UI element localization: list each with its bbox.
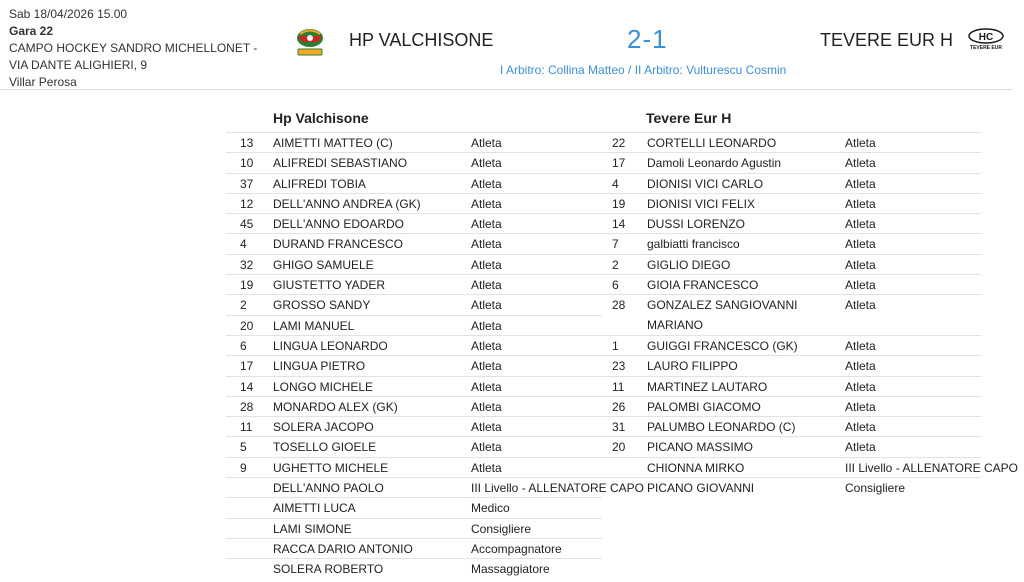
player-number: 22 [612,136,626,150]
player-name: DUSSI LORENZO [647,217,746,232]
player-name: GIGLIO DIEGO [647,257,731,272]
player-role: Consigliere [845,481,906,496]
player-number: 2 [240,298,247,313]
player-role: Atleta [845,278,876,293]
player-role: Atleta [845,257,876,272]
roster-row [226,416,602,436]
player-role: Atleta [471,217,502,232]
referees-info: I Arbitro: Collina Matteo / II Arbitro: Vulturescu Cosmin [500,63,787,77]
player-number: 11 [240,420,253,435]
player-name: RACCA DARIO ANTONIO [273,541,413,556]
player-name: LAURO FILIPPO [647,359,738,374]
player-number: 6 [612,278,619,293]
away-logo-subtext: TEVERE EUR [970,45,1002,50]
roster-row [226,335,602,355]
player-name: LAMI SIMONE [273,521,352,536]
player-number: 9 [240,460,247,475]
player-number: 26 [612,399,626,414]
home-team-logo [293,25,327,57]
player-role: Atleta [471,420,502,435]
player-number: 6 [240,338,247,353]
roster-row [226,294,602,314]
player-role: Atleta [471,440,502,455]
player-number: 14 [612,217,626,232]
player-name: SOLERA JACOPO [273,420,374,435]
roster-row [600,132,981,152]
roster-row [226,396,602,416]
roster-row [226,315,602,335]
player-role: Atleta [471,257,502,272]
player-name: GIOIA FRANCESCO [647,278,759,293]
venue-city: Villar Perosa [9,75,77,89]
away-roster-title: Tevere Eur H [646,110,732,126]
roster-row [226,538,602,558]
player-name: MARTINEZ LAUTARO [647,379,768,394]
player-role: Atleta [471,176,502,191]
away-team-logo [966,28,1006,50]
roster-row [600,396,981,416]
player-role: Atleta [471,379,502,394]
player-number: 14 [240,379,254,394]
player-name: GROSSO SANDY [273,298,371,313]
player-name: GUIGGI FRANCESCO (GK) [647,338,798,353]
roster-row [226,376,602,396]
roster-row [226,233,602,253]
player-role: Atleta [845,440,876,455]
player-role: Atleta [471,196,502,211]
player-number: 11 [612,379,625,394]
roster-row [226,355,602,375]
player-name: CHIONNA MIRKO [647,460,745,475]
player-name: GHIGO SAMUELE [273,257,374,272]
player-number: 19 [612,196,626,211]
away-roster-table [600,132,1018,497]
player-role: Atleta [471,298,502,313]
player-role: Atleta [471,399,502,414]
player-role: Atleta [471,460,502,475]
roster-row [600,193,981,213]
venue-line1: CAMPO HOCKEY SANDRO MICHELLONET - [9,41,258,55]
player-number: 28 [612,298,626,313]
roster-row [226,254,602,274]
player-number: 28 [240,399,254,414]
home-roster-title: Hp Valchisone [273,110,369,126]
player-name: SOLERA ROBERTO [273,562,384,577]
roster-row [226,173,602,193]
player-name: PICANO MASSIMO [647,440,754,455]
roster-row [600,213,981,233]
roster-row [226,132,602,152]
player-role: Atleta [845,379,876,394]
roster-row [600,152,981,172]
player-name: DURAND FRANCESCO [273,237,404,252]
player-number: 45 [240,217,254,232]
player-number: 5 [240,440,247,455]
player-role: Atleta [471,237,502,252]
player-role: Atleta [845,136,876,150]
match-datetime: Sab 18/04/2026 15.00 [9,7,128,21]
player-role: Massaggiatore [471,562,550,577]
player-number: 23 [612,359,626,374]
player-number: 20 [240,318,254,333]
roster-row [600,335,981,355]
venue-line2: VIA DANTE ALIGHIERI, 9 [9,58,148,72]
player-number: 17 [240,359,254,374]
player-name: LINGUA PIETRO [273,359,366,374]
player-name: DELL'ANNO ANDREA (GK) [273,196,421,211]
player-role: Atleta [845,237,876,252]
roster-row [226,436,602,456]
roster-row [600,173,981,193]
roster-row [600,457,1018,477]
player-role: Atleta [471,359,502,374]
player-number: 13 [240,136,254,150]
roster-row [600,355,981,375]
player-name: TOSELLO GIOELE [273,440,377,455]
match-info [9,6,257,91]
player-role: Atleta [845,176,876,191]
player-name: AIMETTI MATTEO (C) [273,136,393,150]
player-role: Atleta [845,156,876,171]
roster-row [226,477,644,497]
roster-row [600,436,981,456]
player-name: DELL'ANNO EDOARDO [273,217,404,232]
player-role: Atleta [845,359,876,374]
player-number: 10 [240,156,254,171]
roster-row [600,416,981,436]
player-number: 4 [612,176,619,191]
player-role: Consigliere [471,521,532,536]
player-name: Damoli Leonardo Agustin [647,156,782,171]
player-role: Atleta [471,318,502,333]
player-name: GONZALEZ SANGIOVANNI [647,298,798,313]
player-number: 37 [240,176,254,191]
player-role: III Livello - ALLENATORE CAPO [471,481,644,496]
player-name: LAMI MANUEL [273,318,355,333]
player-number: 7 [612,237,619,252]
player-name: DIONISI VICI CARLO [647,176,764,191]
match-game-number: Gara 22 [9,24,54,38]
roster-row [226,457,602,477]
player-name: ALIFREDI TOBIA [273,176,366,191]
player-name: PICANO GIOVANNI [647,481,755,496]
player-role: Atleta [845,399,876,414]
roster-row [226,213,602,233]
roster-row [226,558,602,578]
roster-row [600,477,981,497]
roster-row [226,497,602,517]
player-role: Atleta [471,278,502,293]
roster-row [600,376,981,396]
player-number: 2 [612,257,619,272]
player-name: DIONISI VICI FELIX [647,196,756,211]
player-role: Atleta [471,156,502,171]
roster-row [226,274,602,294]
player-name: DELL'ANNO PAOLO [273,481,384,496]
player-role: Atleta [471,136,502,150]
match-score: 2-1 [627,24,668,54]
player-role: Atleta [471,338,502,353]
roster-row [226,518,602,538]
roster-row [600,233,981,253]
roster-row [600,294,981,335]
player-role: Atleta [845,196,876,211]
player-role: Atleta [845,420,876,435]
player-name: LINGUA LEONARDO [273,338,388,353]
player-role: Medico [471,501,510,516]
roster-row [600,254,981,274]
player-name: PALOMBI GIACOMO [647,399,761,414]
player-number: 4 [240,237,247,252]
player-role: Atleta [845,298,876,313]
player-role: III Livello - ALLENATORE CAPO [845,460,1018,475]
player-name: PALUMBO LEONARDO (C) [647,420,796,435]
player-name: MONARDO ALEX (GK) [273,399,398,414]
roster-row [226,193,602,213]
player-name: CORTELLI LEONARDO [647,136,777,150]
player-name: UGHETTO MICHELE [273,460,389,475]
player-number: 31 [612,420,626,435]
home-team-name: HP VALCHISONE [349,30,494,50]
player-name: galbiatti francisco [647,237,740,252]
player-role: Atleta [845,217,876,232]
away-logo-text: HC [978,32,994,43]
player-number: 32 [240,257,254,272]
away-team-name: TEVERE EUR H [820,30,954,50]
player-number: 12 [240,196,254,211]
player-name: LONGO MICHELE [273,379,374,394]
player-number: 17 [612,156,626,171]
roster-row [600,274,981,294]
player-number: 20 [612,440,626,455]
player-name: GIUSTETTO YADER [273,278,386,293]
header-divider [0,89,1012,90]
player-number: 19 [240,278,254,293]
player-role: Atleta [845,338,876,353]
player-role: Accompagnatore [471,541,562,556]
player-name-continued: MARIANO [647,318,704,333]
player-name: ALIFREDI SEBASTIANO [273,156,408,171]
player-name: AIMETTI LUCA [273,501,356,516]
player-number: 1 [612,338,619,353]
roster-row [226,152,602,172]
